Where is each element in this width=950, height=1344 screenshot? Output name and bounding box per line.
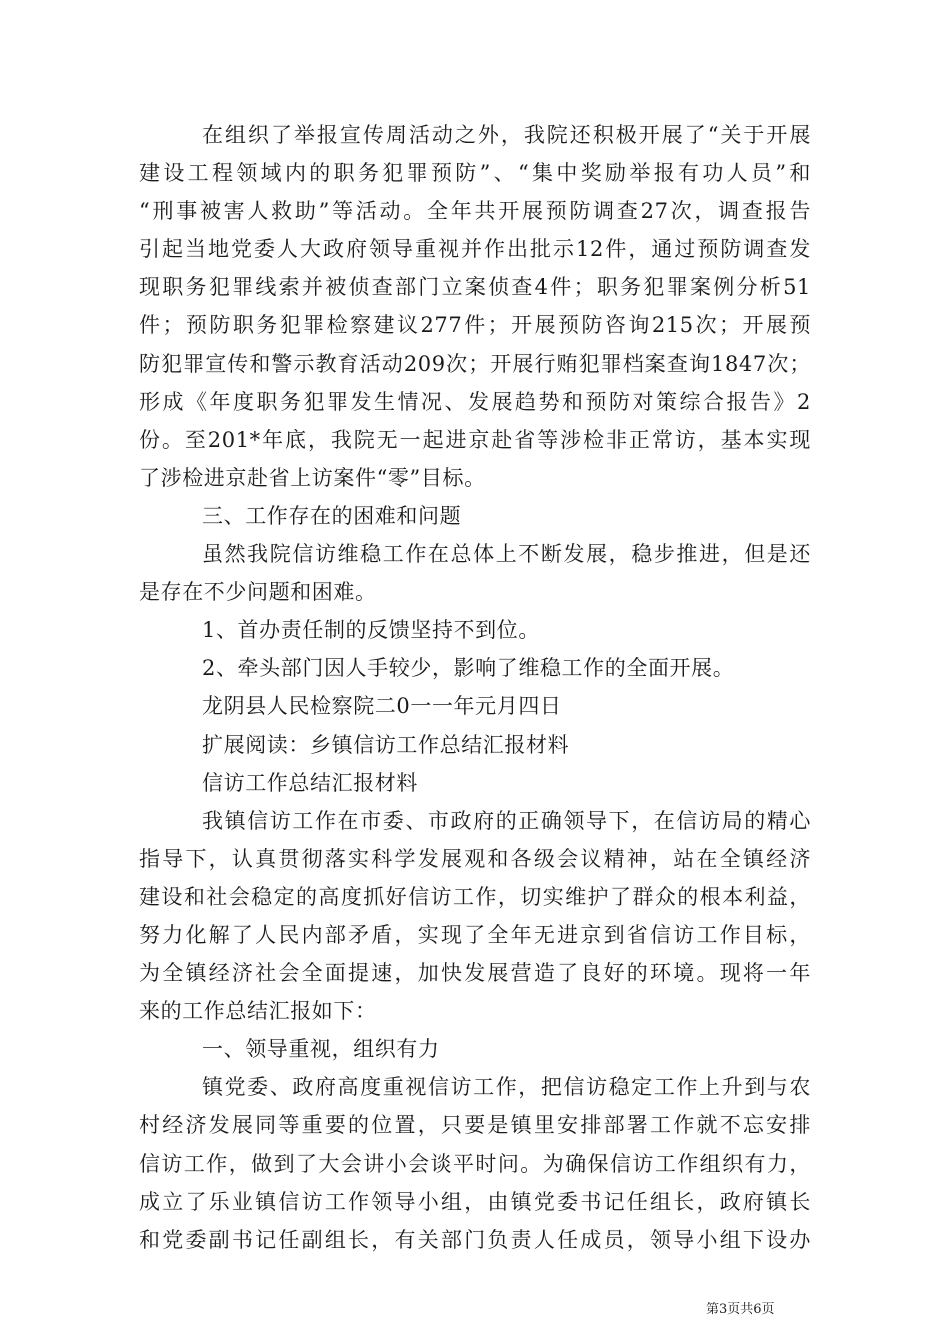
text-line: 形成《年度职务犯罪发生情况、发展趋势和预防对策综合报告》2 <box>139 389 811 414</box>
text-line: 建设和社会稳定的高度抓好信访工作，切实维护了群众的根本利益， <box>139 884 811 909</box>
text-line: 为全镇经济社会全面提速，加快发展营造了良好的环境。现将一年 <box>139 961 811 986</box>
body-text <box>139 116 811 1259</box>
text-line: 份。至201*年底，我院无一起进京赴省等涉检非正常访，基本实现 <box>139 427 811 452</box>
text-line: 2、牵头部门因人手较少，影响了维稳工作的全面开展。 <box>202 656 735 681</box>
text-line: 来的工作总结汇报如下： <box>139 999 377 1024</box>
text-line: 信访工作，做到了大会讲小会谈平时问。为确保信访工作组织有力， <box>139 1151 811 1176</box>
text-line: 我镇信访工作在市委、市政府的正确领导下，在信访局的精心 <box>202 808 811 833</box>
text-line: 一、领导重视，组织有力 <box>202 1037 440 1062</box>
text-line: 建设工程领域内的职务犯罪预防”、“集中奖励举报有功人员”和 <box>139 161 811 186</box>
text-line: 指导下，认真贯彻落实科学发展观和各级会议精神，站在全镇经济 <box>139 846 811 871</box>
text-line: 扩展阅读：乡镇信访工作总结汇报材料 <box>202 732 570 757</box>
text-line: 了涉检进京赴省上访案件“零”目标。 <box>139 465 486 490</box>
text-line: 三、工作存在的困难和问题 <box>202 503 462 528</box>
text-line: 镇党委、政府高度重视信访工作，把信访稳定工作上升到与农 <box>202 1075 811 1100</box>
text-line: 龙阴县人民检察院二0一一年元月四日 <box>202 694 562 719</box>
text-line: 村经济发展同等重要的位置，只要是镇里安排部署工作就不忘安排 <box>139 1113 811 1138</box>
text-line: 现职务犯罪线索并被侦查部门立案侦查4件；职务犯罪案例分析51 <box>139 275 811 300</box>
text-line: 成立了乐业镇信访工作领导小组，由镇党委书记任组长，政府镇长 <box>139 1189 811 1214</box>
text-line: 在组织了举报宣传周活动之外，我院还积极开展了“关于开展 <box>202 123 811 147</box>
text-line: 1、首办责任制的反馈坚持不到位。 <box>202 618 540 643</box>
text-line: 引起当地党委人大政府领导重视并作出批示12件，通过预防调查发 <box>139 237 811 262</box>
page-number: 第3页共6页 <box>706 1302 775 1317</box>
text-line: “刑事被害人救助”等活动。全年共开展预防调查27次，调查报告 <box>139 199 811 224</box>
text-line: 信访工作总结汇报材料 <box>202 770 418 795</box>
text-line: 防犯罪宣传和警示教育活动209次；开展行贿犯罪档案查询1847次； <box>139 351 811 376</box>
text-line: 件；预防职务犯罪检察建议277件；开展预防咨询215次；开展预 <box>139 313 811 338</box>
text-line: 努力化解了人民内部矛盾，实现了全年无进京到省信访工作目标， <box>139 922 811 947</box>
text-line: 和党委副书记任副组长，有关部门负责人任成员，领导小组下设办 <box>139 1227 811 1252</box>
text-line: 是存在不少问题和困难。 <box>139 580 377 605</box>
text-line: 虽然我院信访维稳工作在总体上不断发展，稳步推进，但是还 <box>202 542 811 567</box>
